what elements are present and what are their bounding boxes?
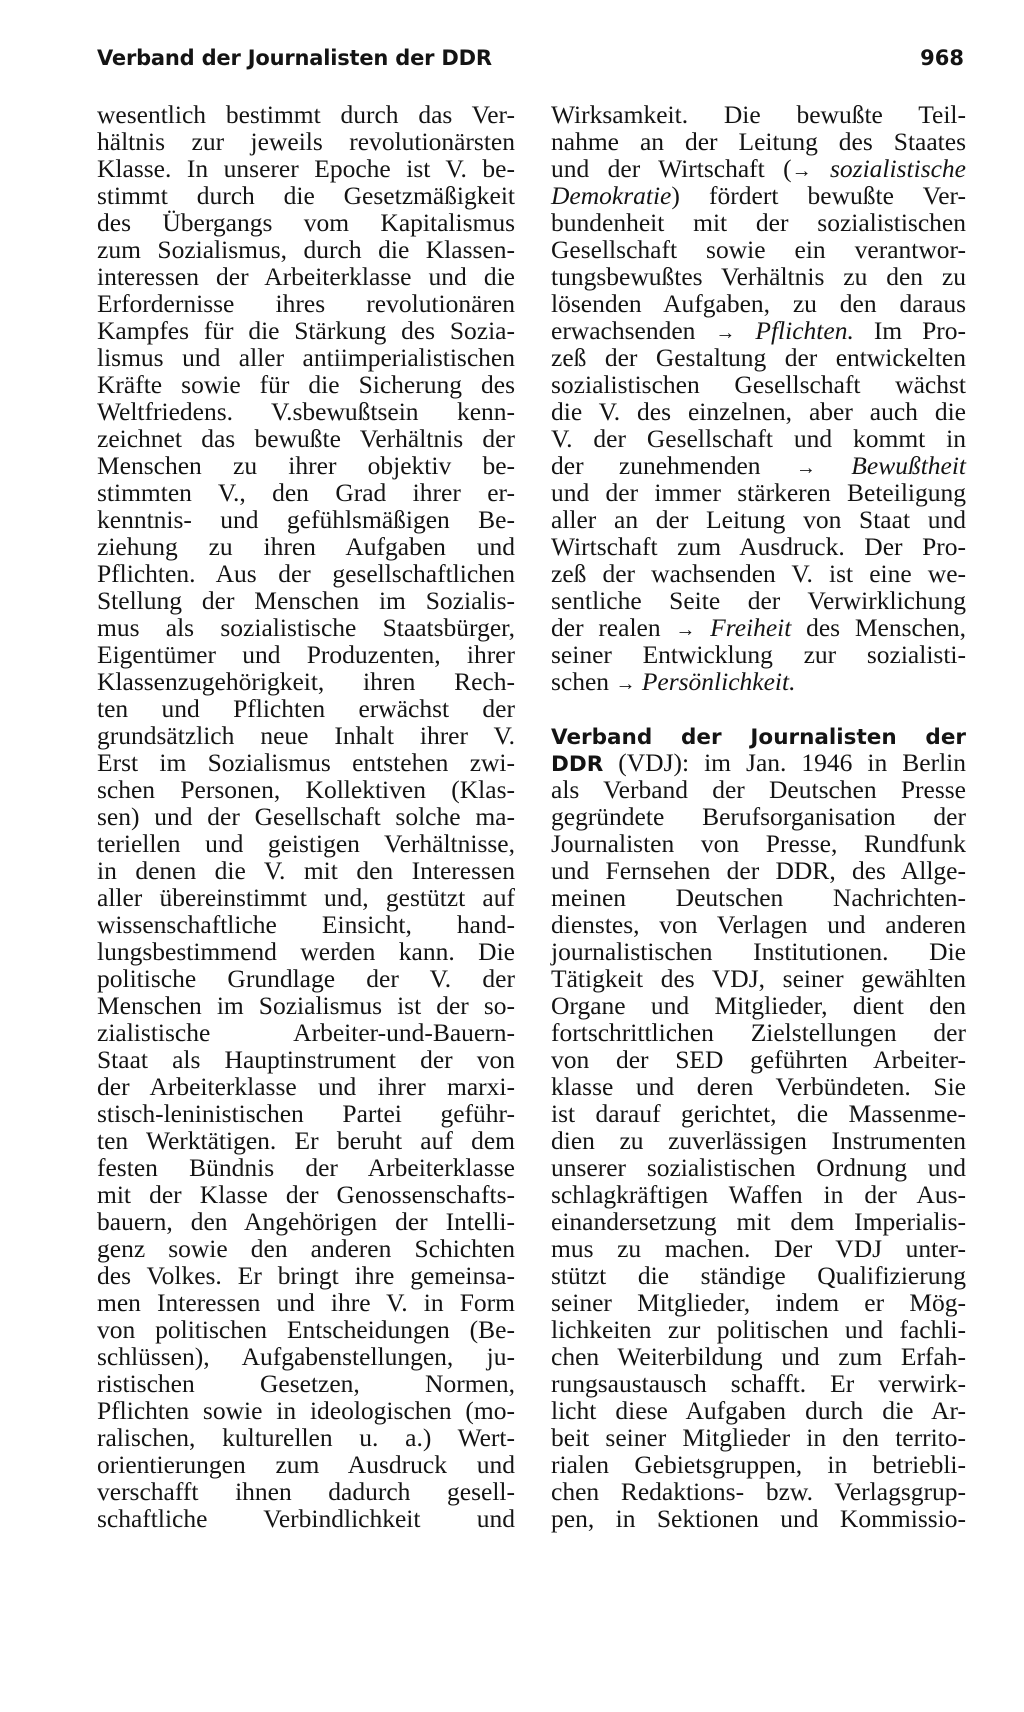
cross-reference[interactable]: Pflichten. xyxy=(755,316,854,345)
text-line: mus zu machen. Der VDJ unter- xyxy=(551,1234,966,1263)
running-header xyxy=(97,46,964,80)
arrow-icon: → xyxy=(715,322,736,344)
text-line: hältnis zur jeweils revolutionärsten xyxy=(97,127,515,156)
text-line: journalistischen Institutionen. Die xyxy=(551,937,966,966)
text-line: von der SED geführten Arbeiter- xyxy=(551,1045,966,1074)
text-line: sentliche Seite der Verwirklichung xyxy=(551,586,966,615)
text-line: und der immer stärkeren Beteiligung xyxy=(551,478,966,507)
text-line: lösenden Aufgaben, zu den daraus xyxy=(551,289,966,318)
text-line: genz sowie den anderen Schichten xyxy=(97,1234,515,1263)
text-line: Menschen zu ihrer objektiv be- xyxy=(97,451,515,480)
text-line: Eigentümer und Produzenten, ihrer xyxy=(97,640,515,669)
cross-reference[interactable]: Freiheit xyxy=(710,613,792,642)
cross-reference[interactable]: Persönlichkeit. xyxy=(641,667,796,696)
text-line: zeß der wachsenden V. ist eine we- xyxy=(551,559,966,588)
text-line: schen Personen, Kollektiven (Klas- xyxy=(97,775,515,804)
text-line: wesentlich bestimmt durch das Ver- xyxy=(97,100,515,129)
text-line: schen → Persönlichkeit. xyxy=(551,667,796,696)
text-line: aller an der Leitung von Staat und xyxy=(551,505,966,534)
text-line: zeß der Gestaltung der entwickelten xyxy=(551,343,966,372)
entry-headword: Verband der Journalisten der xyxy=(551,725,966,750)
text-line: dienstes, von Verlagen und anderen xyxy=(551,910,966,939)
text-line: Klassenzugehörigkeit, ihren Rech- xyxy=(97,667,515,696)
text-line: lismus und aller antiimperialistischen xyxy=(97,343,515,372)
text-line: ist darauf gerichtet, die Massenme- xyxy=(551,1099,966,1128)
text-line: und Fernsehen der DDR, des Allge- xyxy=(551,856,966,885)
text-line: von politischen Entscheidungen (Be- xyxy=(97,1315,515,1344)
running-head-title: Verband der Journalisten der DDR xyxy=(97,46,492,70)
text-line: fortschrittlichen Zielstellungen der xyxy=(551,1018,966,1047)
text-line: verschafft ihnen dadurch gesell- xyxy=(97,1477,515,1506)
text-line: festen Bündnis der Arbeiterklasse xyxy=(97,1153,515,1182)
entry-headword-line xyxy=(551,722,966,749)
text-line: aller übereinstimmt und, gestützt auf xyxy=(97,883,515,912)
right-column xyxy=(551,101,966,1532)
text-line: politische Grundlage der V. der xyxy=(97,964,515,993)
entry-headword-line: DDR (VDJ): im Jan. 1946 in Berlin xyxy=(551,748,966,777)
arrow-icon: → xyxy=(791,160,812,182)
cross-reference[interactable]: Bewußtheit xyxy=(851,451,967,480)
text-line: schaftliche Verbindlichkeit und xyxy=(97,1504,515,1533)
text-line: Organe und Mitglieder, dient den xyxy=(551,991,966,1020)
text-line: grundsätzlich neue Inhalt ihrer V. xyxy=(97,721,515,750)
text-line: Klasse. In unserer Epoche ist V. be- xyxy=(97,154,515,183)
page-number: 968 xyxy=(920,46,964,70)
text-line: Demokratie) fördert bewußte Ver- xyxy=(551,181,966,210)
text-line: der realen → Freiheit des Menschen, xyxy=(551,613,967,642)
text-line: ristischen Gesetzen, Normen, xyxy=(97,1369,515,1398)
text-line: mit der Klasse der Genossenschafts- xyxy=(97,1180,515,1209)
text-line: Journalisten von Presse, Rundfunk xyxy=(551,829,966,858)
cross-reference[interactable]: Demokratie xyxy=(551,181,672,210)
text-line: ziehung zu ihren Aufgaben und xyxy=(97,532,515,561)
cross-reference[interactable]: sozialistische xyxy=(830,154,967,183)
text-line: Staat als Hauptinstrument der von xyxy=(97,1045,515,1074)
text-line: stisch-leninistischen Partei geführ- xyxy=(97,1099,515,1128)
text-line: Wirksamkeit. Die bewußte Teil- xyxy=(551,100,966,129)
text-line: klasse und deren Verbündeten. Sie xyxy=(551,1072,966,1101)
text-line: chen Weiterbildung und zum Erfah- xyxy=(551,1342,966,1371)
text-line: stützt die ständige Qualifizierung xyxy=(551,1261,966,1290)
text-line: Weltfriedens. V.sbewußtsein kenn- xyxy=(97,397,515,426)
text-line: Kampfes für die Stärkung des Sozia- xyxy=(97,316,515,345)
text-line: ten und Pflichten erwächst der xyxy=(97,694,515,723)
text-line: stimmt durch die Gesetzmäßigkeit xyxy=(97,181,515,210)
text-line: beit seiner Mitglieder in den territo- xyxy=(551,1423,966,1452)
text-line: meinen Deutschen Nachrichten- xyxy=(551,883,966,912)
text-line: der Arbeiterklasse und ihrer marxi- xyxy=(97,1072,515,1101)
paragraph-gap xyxy=(551,695,966,722)
text-line: und der Wirtschaft (→ sozialistische xyxy=(551,154,967,183)
arrow-icon: → xyxy=(615,673,636,695)
text-line: stimmten V., den Grad ihrer er- xyxy=(97,478,515,507)
text-line: pen, in Sektionen und Kommissio- xyxy=(551,1504,966,1533)
text-line: ten Werktätigen. Er beruht auf dem xyxy=(97,1126,515,1155)
text-line: des Volkes. Er bringt ihre gemeinsa- xyxy=(97,1261,515,1290)
text-line: Erfordernisse ihres revolutionären xyxy=(97,289,515,318)
text-line: bauern, den Angehörigen der Intelli- xyxy=(97,1207,515,1236)
text-line: sen) und der Gesellschaft solche ma- xyxy=(97,802,515,831)
text-line: dien zu zuverlässigen Instrumenten xyxy=(551,1126,966,1155)
text-line: zialistische Arbeiter-und-Bauern- xyxy=(97,1018,515,1047)
text-line: in denen die V. mit den Interessen xyxy=(97,856,515,885)
text-line: men Interessen und ihre V. in Form xyxy=(97,1288,515,1317)
text-line: licht diese Aufgaben durch die Ar- xyxy=(551,1396,966,1425)
text-line: ralischen, kulturellen u. a.) Wert- xyxy=(97,1423,515,1452)
arrow-icon: → xyxy=(675,619,696,641)
text-line: schlagkräftigen Waffen in der Aus- xyxy=(551,1180,966,1209)
text-line: lungsbestimmend werden kann. Die xyxy=(97,937,515,966)
text-line: Gesellschaft sowie ein verantwor- xyxy=(551,235,966,264)
text-line: mus als sozialistische Staatsbürger, xyxy=(97,613,515,642)
text-line: seiner Mitglieder, indem er Mög- xyxy=(551,1288,966,1317)
text-line: unserer sozialistischen Ordnung und xyxy=(551,1153,966,1182)
text-line: lichkeiten zur politischen und fachli- xyxy=(551,1315,966,1344)
text-line: des Übergangs vom Kapitalismus xyxy=(97,208,515,237)
text-line: schlüssen), Aufgabenstellungen, ju- xyxy=(97,1342,515,1371)
text-line: Pflichten. Aus der gesellschaftlichen xyxy=(97,559,515,588)
text-line: gegründete Berufsorganisation der xyxy=(551,802,966,831)
text-line: erwachsenden → Pflichten. Im Pro- xyxy=(551,316,967,345)
text-line: der zunehmenden → Bewußtheit xyxy=(551,451,967,480)
text-line: Pflichten sowie in ideologischen (mo- xyxy=(97,1396,515,1425)
text-line: rialen Gebietsgruppen, in betriebli- xyxy=(551,1450,966,1479)
text-line: V. der Gesellschaft und kommt in xyxy=(551,424,966,453)
text-line: kenntnis- und gefühlsmäßigen Be- xyxy=(97,505,515,534)
text-line: rungsaustausch schafft. Er verwirk- xyxy=(551,1369,966,1398)
text-line: chen Redaktions- bzw. Verlagsgrup- xyxy=(551,1477,966,1506)
left-column xyxy=(97,101,515,1532)
text-line: zum Sozialismus, durch die Klassen- xyxy=(97,235,515,264)
text-line: Erst im Sozialismus entstehen zwi- xyxy=(97,748,515,777)
entry-body xyxy=(551,776,966,1532)
text-line: Stellung der Menschen im Sozialis- xyxy=(97,586,515,615)
text-line: bundenheit mit der sozialistischen xyxy=(551,208,966,237)
entry-headword: DDR xyxy=(551,752,604,777)
text-line: als Verband der Deutschen Presse xyxy=(551,775,966,804)
text-line: orientierungen zum Ausdruck und xyxy=(97,1450,515,1479)
text-line: zeichnet das bewußte Verhältnis der xyxy=(97,424,515,453)
text-line: interessen der Arbeiterklasse und die xyxy=(97,262,515,291)
text-line: tungsbewußtes Verhältnis zu den zu xyxy=(551,262,966,291)
text-line: wissenschaftliche Einsicht, hand- xyxy=(97,910,515,939)
text-line: einandersetzung mit dem Imperialis- xyxy=(551,1207,966,1236)
text-line: Tätigkeit des VDJ, seiner gewählten xyxy=(551,964,966,993)
text-line: Wirtschaft zum Ausdruck. Der Pro- xyxy=(551,532,966,561)
text-line: nahme an der Leitung des Staates xyxy=(551,127,966,156)
text-line: die V. des einzelnen, aber auch die xyxy=(551,397,966,426)
arrow-icon: → xyxy=(795,457,816,479)
text-line: teriellen und geistigen Verhältnisse, xyxy=(97,829,515,858)
text-line: Kräfte sowie für die Sicherung des xyxy=(97,370,515,399)
text-line: Menschen im Sozialismus ist der so- xyxy=(97,991,515,1020)
text-line: seiner Entwicklung zur sozialisti- xyxy=(551,640,966,669)
text-line: sozialistischen Gesellschaft wächst xyxy=(551,370,966,399)
